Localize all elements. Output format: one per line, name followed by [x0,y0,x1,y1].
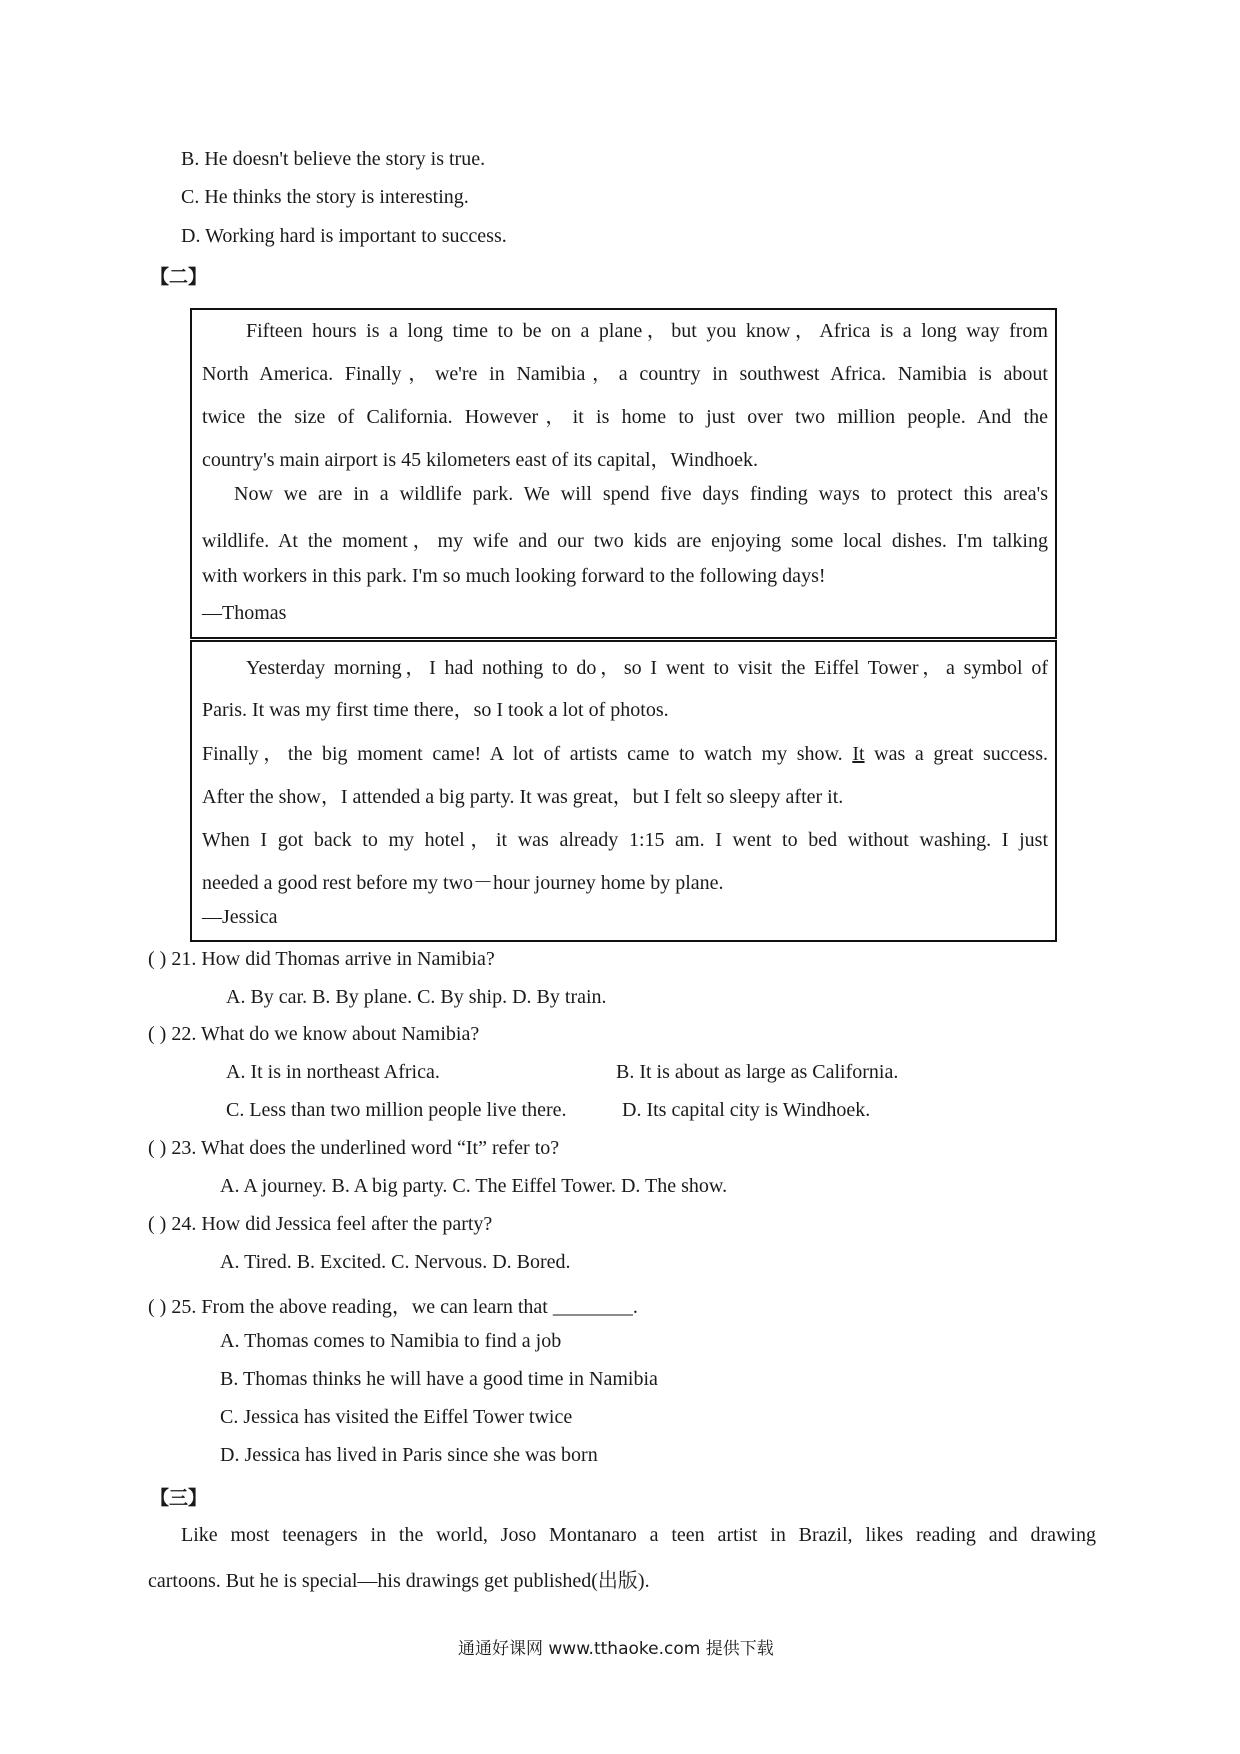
q25-option-d: D. Jessica has lived in Paris since she was born [220,1444,598,1466]
q20-option-b: B. He doesn't believe the story is true. [181,148,486,170]
jessica-signature: —Jessica [202,906,278,928]
q22-option-b: B. It is about as large as California. [616,1061,899,1083]
underlined-it: It [852,743,865,765]
q25-option-c: C. Jessica has visited the Eiffel Tower twice [220,1406,573,1428]
jessica-line-4: After the show，I attended a big party. It was great，but I felt so sleepy after it. [202,786,844,808]
q25-option-a: A. Thomas comes to Namibia to find a job [220,1330,562,1352]
thomas-line-4: country's main airport is 45 kilometers east of its capital，Windhoek. [202,449,759,471]
q24-options: A. Tired. B. Excited. C. Nervous. D. Bored. [220,1251,571,1273]
q22-option-a: A. It is in northeast Africa. [226,1061,440,1083]
jessica-line-2: Paris. It was my first time there，so I took a lot of photos. [202,699,669,721]
q20-option-c: C. He thinks the story is interesting. [181,186,469,208]
section-3-label: 【三】 [150,1487,208,1509]
q22-stem: ( ) 22. What do we know about Namibia? [148,1023,480,1045]
q21-options: A. By car. B. By plane. C. By ship. D. By train. [226,986,607,1008]
section-3-line-1: Like most teenagers in the world, Joso Montanaro a teen artist in Brazil, likes reading and drawing [181,1524,1096,1546]
passage-jessica-box [190,640,1057,942]
thomas-line-7: with workers in this park. I'm so much looking forward to the following days! [202,565,826,587]
jessica-line-3-after: was a great success. [864,743,1048,765]
thomas-line-1: Fifteen hours is a long time to be on a plane，but you know，Africa is a long way from [246,320,1048,342]
jessica-line-6: needed a good rest before my two－hour journey home by plane. [202,872,724,894]
thomas-line-3: twice the size of California. However，it is home to just over two million people. And the [202,406,1048,428]
q25-stem: ( ) 25. From the above reading，we can learn that ________. [148,1296,638,1318]
section-3-line-2: cartoons. But he is special—his drawings get published(出版). [148,1570,650,1592]
q23-options: A. A journey. B. A big party. C. The Eiffel Tower. D. The show. [220,1175,728,1197]
thomas-signature: —Thomas [202,602,287,624]
thomas-line-2: North America. Finally，we're in Namibia，a country in southwest Africa. Namibia is about [202,363,1048,385]
jessica-line-3 [202,737,1048,766]
q23-stem: ( ) 23. What does the underlined word “It” refer to? [148,1137,560,1159]
q22-option-c: C. Less than two million people live there. [226,1099,567,1121]
q25-option-b: B. Thomas thinks he will have a good time in Namibia [220,1368,658,1390]
q22-option-d: D. Its capital city is Windhoek. [622,1099,871,1121]
passage-thomas-box [190,308,1057,639]
section-2-label: 【二】 [150,266,208,288]
thomas-line-6: wildlife. At the moment，my wife and our two kids are enjoying some local dishes. I'm talking [202,530,1048,552]
jessica-line-5: When I got back to my hotel，it was already 1:15 am. I went to bed without washing. I just [202,829,1048,851]
page-footer: 通通好课网 www.tthaoke.com 提供下载 [458,1639,774,1659]
jessica-line-3-before: Finally，the big moment came! A lot of artists came to watch my show. [202,743,853,765]
q21-stem: ( ) 21. How did Thomas arrive in Namibia? [148,948,495,970]
thomas-line-5: Now we are in a wildlife park. We will spend five days finding ways to protect this area's [234,483,1048,505]
jessica-line-1: Yesterday morning，I had nothing to do，so I went to visit the Eiffel Tower，a symbol of [246,657,1048,679]
q24-stem: ( ) 24. How did Jessica feel after the party? [148,1213,493,1235]
q20-option-d: D. Working hard is important to success. [181,225,507,247]
